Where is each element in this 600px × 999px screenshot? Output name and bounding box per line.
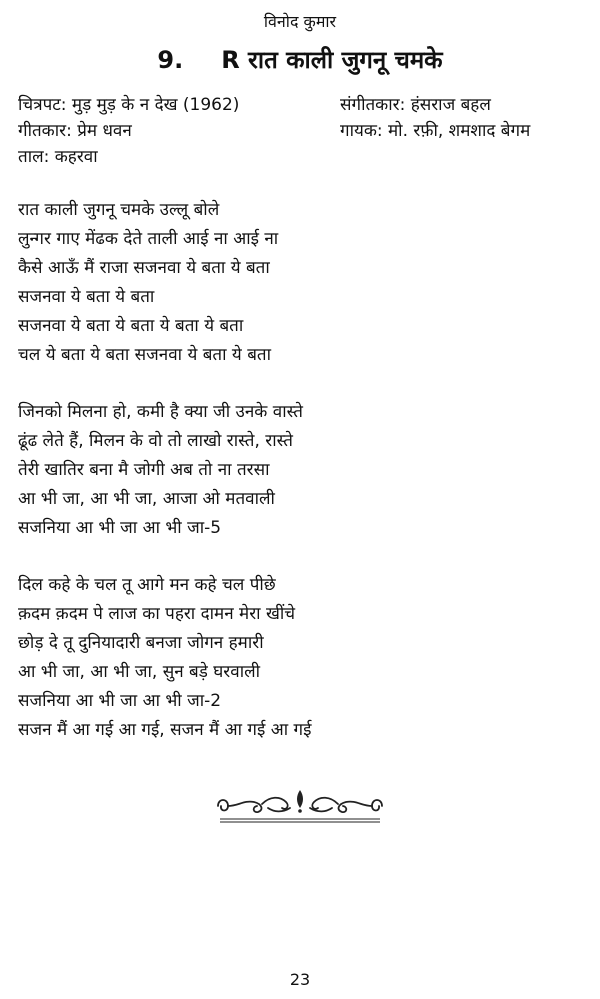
credits-row — [18, 92, 588, 118]
lyric-line: आ भी जा, आ भी जा, सुन बड़े घरवाली — [18, 662, 261, 682]
song-number: 9. — [157, 46, 184, 74]
lyric-line: क़दम क़दम पे लाज का पहरा दामन मेरा खींचे — [18, 604, 296, 624]
song-credits — [18, 92, 588, 170]
lyric-line: चल ये बता ये बता सजनवा ये बता ये बता — [18, 345, 271, 365]
lyric-line: सजनवा ये बता ये बता — [18, 287, 155, 307]
credits-row — [18, 118, 588, 144]
lyric-line: जिनको मिलना हो, कमी है क्या जी उनके वास्ते — [18, 402, 303, 422]
lyric-line: ढूंढ लेते हैं, मिलन के वो तो लाखो रास्ते, रास्ते — [18, 431, 293, 451]
lyric-line: तेरी खातिर बना मै जोगी अब तो ना तरसा — [18, 460, 270, 480]
film-credit: चित्रपट: मुड़ मुड़ के न देख (1962) — [18, 95, 240, 115]
lyric-line: सजनिया आ भी जा आ भी जा-2 — [18, 691, 222, 711]
stanza — [18, 398, 588, 543]
stanza — [18, 571, 588, 745]
running-head-author: विनोद कुमार — [263, 12, 337, 31]
lyric-line: लुन्गर गाए मेंढक देते ताली आई ना आई ना — [18, 229, 279, 249]
scroll-flourish-divider-icon — [210, 786, 390, 826]
composer-credit: संगीतकार: हंसराज बहल — [340, 95, 491, 115]
song-heading — [0, 44, 600, 76]
lyric-line: सजनवा ये बता ये बता ये बता ये बता — [18, 316, 244, 336]
lyricist-credit: गीतकार: प्रेम धवन — [18, 121, 132, 141]
lyric-line: कैसे आऊँ मैं राजा सजनवा ये बता ये बता — [18, 258, 270, 278]
lyric-line: आ भी जा, आ भी जा, आजा ओ मतवाली — [18, 489, 275, 509]
lyric-line: छोड़ दे तू दुनियादारी बनजा जोगन हमारी — [18, 633, 264, 653]
lyric-line: रात काली जुगनू चमके उल्लू बोले — [18, 200, 220, 220]
page-number: 23 — [289, 970, 311, 989]
credits-row — [18, 144, 588, 170]
lyric-line: दिल कहे के चल तू आगे मन कहे चल पीछे — [18, 575, 276, 595]
stanza — [18, 196, 588, 370]
singers-credit: गायक: मो. रफ़ी, शमशाद बेगम — [340, 121, 531, 141]
lyrics-body — [18, 196, 588, 773]
taal-credit: ताल: कहरवा — [18, 147, 98, 167]
lyric-line: सजनिया आ भी जा आ भी जा-5 — [18, 518, 222, 538]
lyric-line: सजन मैं आ गई आ गई, सजन मैं आ गई आ गई — [18, 720, 312, 740]
song-title: R रात काली जुगनू चमके — [221, 46, 443, 74]
